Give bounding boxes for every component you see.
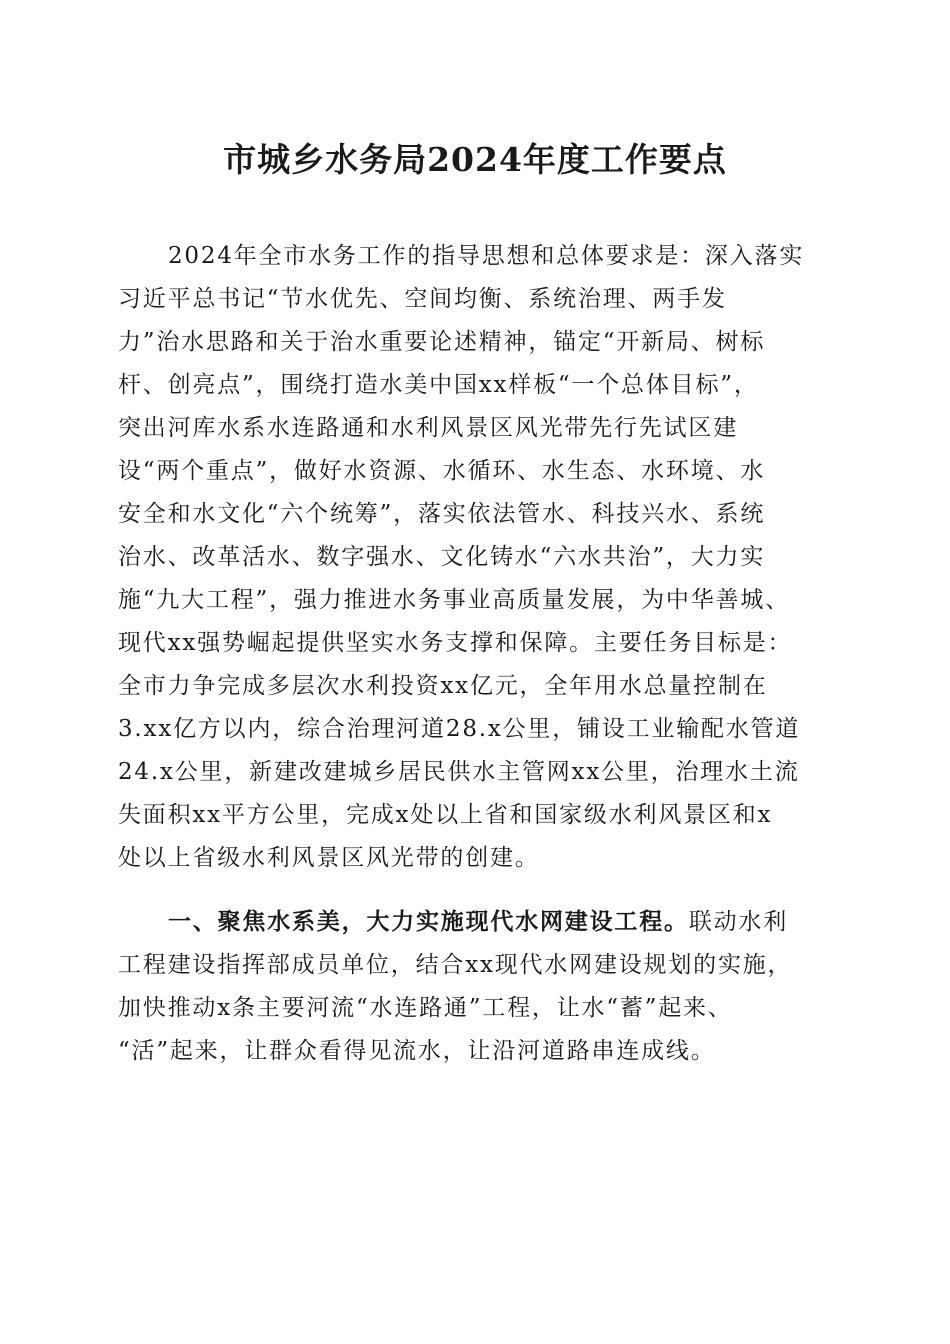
paragraph1-line-6: 设“两个重点”，做好水资源、水循环、水生态、水环境、水 [118, 458, 766, 484]
paragraph1-line-7: 安全和水文化“六个统筹”，落实依法管水、科技兴水、系统 [118, 501, 766, 527]
section1-line-3: 加快推动x条主要河流“水连路通”工程，让水“蓄”起来、 [118, 995, 733, 1021]
paragraph1-line-9: 施“九大工程”，强力推进水务事业高质量发展，为中华善城、 [118, 587, 790, 613]
paragraph1-line-1: 2024年全市水务工作的指导思想和总体要求是：深入落实 [168, 243, 805, 269]
paragraph1-line-3: 力”治水思路和关于治水重要论述精神，锚定“开新局、树标 [118, 329, 766, 355]
section1-line-2: 工程建设指挥部成员单位，结合xx现代水网建设规划的实施， [118, 952, 793, 978]
paragraph1-line-13: 24.x公里，新建改建城乡居民供水主管网xx公里，治理水土流 [118, 759, 800, 785]
paragraph1-line-8: 治水、改革活水、数字强水、文化铸水“六水共治”，大力实 [118, 544, 766, 570]
section1-line-1 [168, 902, 788, 942]
paragraph1-line-4: 杆、创亮点”，围绕打造水美中国xx样板“一个总体目标”， [118, 372, 759, 398]
paragraph1-line-10: 现代xx强势崛起提供坚实水务支撑和保障。主要任务目标是： [118, 630, 793, 656]
section1-line-4: “活”起来，让群众看得见流水，让沿河道路串连成线。 [118, 1038, 716, 1064]
paragraph1-line-11: 全市力争完成多层次水利投资xx亿元，全年用水总量控制在 [118, 673, 768, 699]
paragraph1-line-14: 失面积xx平方公里，完成x处以上省和国家级水利风景区和x [118, 802, 773, 828]
paragraph1-line-5: 突出河库水系水连路通和水利风景区风光带先行先试区建 [118, 415, 738, 441]
section1-line-1-rest: 联动水利 [688, 909, 789, 935]
paragraph1-line-15: 处以上省级水利风景区风光带的创建。 [118, 845, 540, 871]
document-title: 市城乡水务局2024年度工作要点 [223, 140, 727, 179]
section1-heading: 一、聚焦水系美，大力实施现代水网建设工程。 [168, 908, 689, 935]
paragraph1-line-12: 3.xx亿方以内，综合治理河道28.x公里，铺设工业输配水管道 [118, 716, 801, 742]
paragraph1-line-2: 习近平总书记“节水优先、空间均衡、系统治理、两手发 [118, 286, 727, 312]
